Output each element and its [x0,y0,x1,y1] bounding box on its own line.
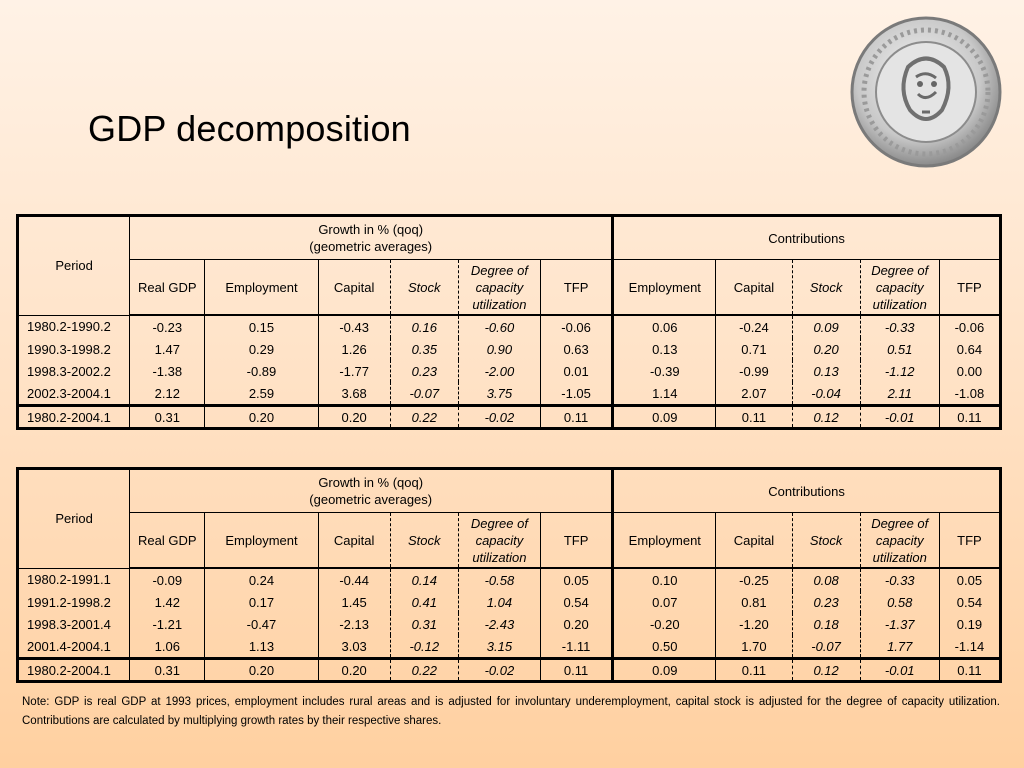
value-cell: -2.13 [318,613,390,635]
value-cell: 0.20 [205,406,318,429]
period-header: Period [18,469,130,569]
value-cell: 0.20 [792,338,860,360]
col-tfp: TFP [541,513,613,569]
col-employment: Employment [205,260,318,316]
value-cell: 0.09 [613,659,716,682]
value-cell: -0.09 [130,568,205,591]
value-cell: 0.06 [613,315,716,338]
col-capacity-utilization: Degree of capacity utilization [458,260,540,316]
value-cell: 0.22 [390,659,458,682]
value-cell: -0.25 [716,568,792,591]
value-cell: -0.06 [939,315,1000,338]
col-contrib-stock: Stock [792,513,860,569]
value-cell: 0.10 [613,568,716,591]
period-header: Period [18,216,130,316]
value-cell: 0.71 [716,338,792,360]
col-contrib-capacity-utilization: Degree of capacity utilization [860,260,939,316]
value-cell: 1.47 [130,338,205,360]
value-cell: 0.16 [390,315,458,338]
value-cell: 0.50 [613,635,716,659]
value-cell: 1.26 [318,338,390,360]
table-row [18,338,1001,360]
table-row-summary [18,659,1001,682]
period-cell: 1980.2-1991.1 [18,568,130,591]
value-cell: 3.15 [458,635,540,659]
period-cell: 1991.2-1998.2 [18,591,130,613]
table-note: Note: GDP is real GDP at 1993 prices, employment includes rural areas and is adjusted for involuntary underemployment, capital stock is adjusted for the degree of capacity utilization. Contributions are calculated by multiplying growth rates by their respective shares. [22,696,1000,727]
value-cell: 0.05 [939,568,1000,591]
value-cell: 0.64 [939,338,1000,360]
value-cell: 0.20 [541,613,613,635]
value-cell: 0.13 [792,360,860,382]
value-cell: -0.12 [390,635,458,659]
table-row [18,315,1001,338]
value-cell: 1.14 [613,382,716,406]
col-capacity-utilization: Degree of capacity utilization [458,513,540,569]
value-cell: 0.22 [390,406,458,429]
value-cell: 0.07 [613,591,716,613]
col-capital: Capital [318,260,390,316]
value-cell: 0.17 [205,591,318,613]
col-real-gdp: Real GDP [130,260,205,316]
value-cell: 3.75 [458,382,540,406]
value-cell: 1.06 [130,635,205,659]
period-cell: 1998.3-2002.2 [18,360,130,382]
value-cell: -2.43 [458,613,540,635]
value-cell: -0.89 [205,360,318,382]
value-cell: 0.23 [792,591,860,613]
value-cell: 0.20 [318,659,390,682]
value-cell: -1.08 [939,382,1000,406]
value-cell: -0.47 [205,613,318,635]
value-cell: 1.45 [318,591,390,613]
value-cell: 0.81 [716,591,792,613]
growth-header-line1: Growth in % (qoq) [318,475,424,490]
value-cell: 0.15 [205,315,318,338]
value-cell: 0.20 [205,659,318,682]
value-cell: 0.11 [716,659,792,682]
value-cell: -0.33 [860,315,939,338]
value-cell: 0.05 [541,568,613,591]
period-cell: 1998.3-2001.4 [18,613,130,635]
value-cell: 0.29 [205,338,318,360]
period-cell: 1980.2-2004.1 [18,659,130,682]
col-stock: Stock [390,513,458,569]
value-cell: 0.09 [613,406,716,429]
col-real-gdp: Real GDP [130,513,205,569]
value-cell: 1.04 [458,591,540,613]
value-cell: 0.63 [541,338,613,360]
col-stock: Stock [390,260,458,316]
value-cell: 0.18 [792,613,860,635]
table-row [18,382,1001,406]
col-capital: Capital [318,513,390,569]
value-cell: 3.03 [318,635,390,659]
value-cell: 0.11 [541,406,613,429]
value-cell: 3.68 [318,382,390,406]
table-row-summary [18,406,1001,429]
value-cell: 0.12 [792,406,860,429]
col-contrib-tfp: TFP [939,260,1000,316]
value-cell: 0.14 [390,568,458,591]
col-contrib-capital: Capital [716,260,792,316]
value-cell: -1.14 [939,635,1000,659]
value-cell: 0.13 [613,338,716,360]
col-employment: Employment [205,513,318,569]
value-cell: 0.35 [390,338,458,360]
growth-header-line2: (geometric averages) [309,239,433,254]
period-cell: 1990.3-1998.2 [18,338,130,360]
value-cell: -0.06 [541,315,613,338]
value-cell: 2.59 [205,382,318,406]
value-cell: 2.11 [860,382,939,406]
coin-seal-icon [846,12,1006,172]
value-cell: 1.77 [860,635,939,659]
value-cell: -1.11 [541,635,613,659]
slide-title: GDP decomposition [88,108,411,149]
value-cell: 0.24 [205,568,318,591]
gdp-table-1 [16,214,1002,430]
value-cell: -1.38 [130,360,205,382]
col-contrib-tfp: TFP [939,513,1000,569]
growth-header-line2: (geometric averages) [309,492,433,507]
value-cell: -2.00 [458,360,540,382]
value-cell: -0.07 [390,382,458,406]
value-cell: -0.24 [716,315,792,338]
col-tfp: TFP [541,260,613,316]
value-cell: 2.07 [716,382,792,406]
growth-header [130,216,613,260]
value-cell: 0.54 [541,591,613,613]
value-cell: -0.33 [860,568,939,591]
value-cell: -0.20 [613,613,716,635]
table-row [18,568,1001,591]
value-cell: -0.58 [458,568,540,591]
value-cell: 0.11 [939,406,1000,429]
value-cell: 0.11 [939,659,1000,682]
value-cell: 0.41 [390,591,458,613]
col-contrib-capital: Capital [716,513,792,569]
growth-header-line1: Growth in % (qoq) [318,222,424,237]
period-cell: 1980.2-2004.1 [18,406,130,429]
value-cell: 0.51 [860,338,939,360]
table-row [18,360,1001,382]
value-cell: -0.23 [130,315,205,338]
value-cell: 0.09 [792,315,860,338]
period-cell: 2001.4-2004.1 [18,635,130,659]
value-cell: -0.39 [613,360,716,382]
value-cell: -0.01 [860,659,939,682]
value-cell: -0.02 [458,659,540,682]
value-cell: -1.12 [860,360,939,382]
value-cell: 0.31 [130,659,205,682]
value-cell: 0.11 [541,659,613,682]
value-cell: 0.11 [716,406,792,429]
value-cell: 1.13 [205,635,318,659]
value-cell: -0.07 [792,635,860,659]
value-cell: -1.05 [541,382,613,406]
value-cell: 0.31 [390,613,458,635]
growth-header [130,469,613,513]
period-cell: 1980.2-1990.2 [18,315,130,338]
col-contrib-employment: Employment [613,513,716,569]
value-cell: -0.04 [792,382,860,406]
value-cell: 0.23 [390,360,458,382]
table-row [18,613,1001,635]
value-cell: -0.60 [458,315,540,338]
value-cell: -1.20 [716,613,792,635]
gdp-table-2 [16,467,1002,683]
value-cell: 0.31 [130,406,205,429]
value-cell: -1.37 [860,613,939,635]
period-cell: 2002.3-2004.1 [18,382,130,406]
value-cell: -0.43 [318,315,390,338]
col-contrib-employment: Employment [613,260,716,316]
table2-body [18,568,1001,659]
value-cell: -0.44 [318,568,390,591]
col-contrib-capacity-utilization: Degree of capacity utilization [860,513,939,569]
value-cell: 0.08 [792,568,860,591]
value-cell: -1.21 [130,613,205,635]
value-cell: 0.20 [318,406,390,429]
value-cell: -1.77 [318,360,390,382]
contributions-header: Contributions [613,469,1001,513]
value-cell: -0.02 [458,406,540,429]
value-cell: 1.42 [130,591,205,613]
value-cell: 0.58 [860,591,939,613]
value-cell: 0.54 [939,591,1000,613]
value-cell: 2.12 [130,382,205,406]
value-cell: -0.01 [860,406,939,429]
col-contrib-stock: Stock [792,260,860,316]
value-cell: 1.70 [716,635,792,659]
table-row [18,591,1001,613]
table1-body [18,315,1001,406]
value-cell: -0.99 [716,360,792,382]
value-cell: 0.12 [792,659,860,682]
table-row [18,635,1001,659]
value-cell: 0.19 [939,613,1000,635]
contributions-header: Contributions [613,216,1001,260]
value-cell: 0.00 [939,360,1000,382]
value-cell: 0.01 [541,360,613,382]
value-cell: 0.90 [458,338,540,360]
